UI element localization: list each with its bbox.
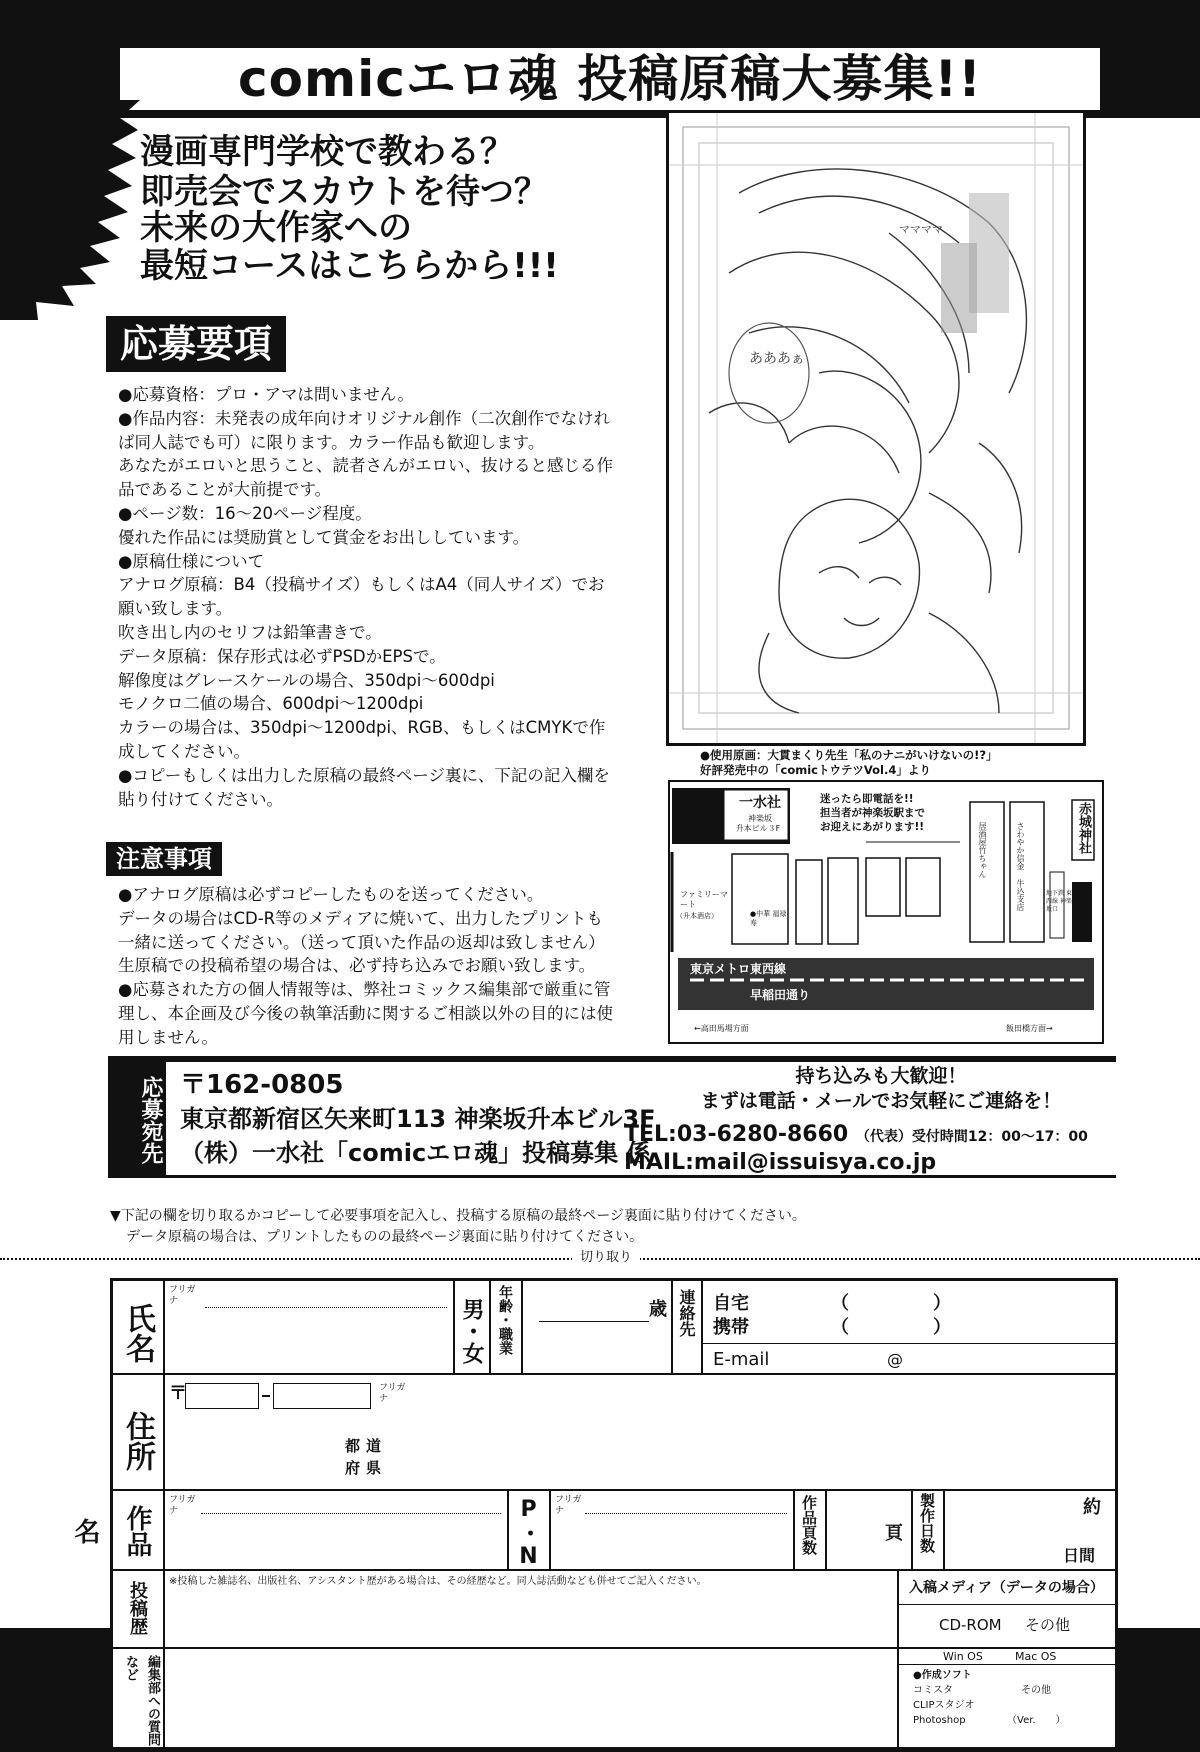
days-label: 製作日数	[913, 1491, 945, 1571]
history-note: ※投稿した雑誌名、出版社名、アシスタント歴がある場合は、その経歴など。同人誌活動なども併せてご記入ください。	[169, 1576, 707, 1587]
media-field[interactable]	[899, 1571, 1115, 1649]
pages-label: 作品頁数	[795, 1491, 827, 1571]
map-company: 一水社	[739, 795, 781, 811]
software-other[interactable]: その他	[1021, 1685, 1051, 1696]
os-mac[interactable]: Mac OS	[1015, 1650, 1057, 1663]
address-label-form: 住所	[113, 1375, 165, 1491]
requirements-line: ば同人誌でも可）に限ります。カラー作品も歓迎します。	[118, 432, 545, 452]
mobile-phone-paren-close: ）	[933, 1317, 951, 1338]
map-metro-line: 東京メトロ東西線	[690, 962, 787, 976]
requirements-line: ●コピーもしくは出力した原稿の最終ページ裏に、下記の記入欄を	[118, 765, 610, 785]
sketch-caption-line-1: ●使用原画：大貫まくり先生「私のナニがいけないの!?」	[700, 748, 998, 762]
map-call-line: 迷ったら即電話を!!	[820, 793, 914, 805]
sketch-caption	[700, 748, 1080, 778]
sketch-speech-2: ママママ	[899, 223, 943, 236]
address-postal: 〒162-0805	[180, 1070, 344, 1100]
postal-box-2[interactable]	[273, 1383, 371, 1409]
requirements-line: 成してください。	[118, 741, 250, 761]
software-comicstudio[interactable]: コミスタ	[913, 1685, 953, 1696]
cut-instruction-line-1: ▼下記の欄を切り取るかコピーして必要事項を記入し、投稿する原稿の最終ページ裏面に貼り付けてください。	[110, 1208, 806, 1224]
pn-furigana-label: フリガナ	[555, 1495, 582, 1516]
requirements-line: アナログ原稿：B4（投稿サイズ）もしくはA4（同人サイズ）でお	[118, 575, 605, 595]
age-unit: 歳	[649, 1299, 667, 1320]
requirements-line: 解像度はグレースケールの場合、350dpi〜600dpi	[118, 670, 495, 690]
requirements-line: ●原稿仕様について	[118, 551, 265, 571]
map-chinese-restaurant: ●中華 福禄寿	[750, 910, 787, 927]
name-furigana-label: フリガナ	[169, 1285, 196, 1306]
os-win[interactable]: Win OS	[943, 1650, 983, 1663]
map-company-sub-2: 升本ビル３F	[735, 824, 781, 833]
notes-line: ●アナログ原稿は必ずコピーしたものを送ってください。	[118, 885, 544, 904]
pen-name-label: P・N	[509, 1491, 551, 1571]
media-other[interactable]: その他	[1025, 1616, 1071, 1634]
sketch-speech-1: あああぁ	[749, 351, 805, 367]
map-right-direction: 飯田橋方面→	[1006, 1024, 1053, 1033]
name-label: 氏名	[113, 1281, 165, 1375]
map-shrine: 赤城神社	[1076, 802, 1091, 854]
history-field[interactable]	[165, 1571, 899, 1649]
requirements-line: 吹き出し内のセリフは鉛筆書きで。	[118, 622, 382, 642]
pages-field[interactable]	[827, 1491, 913, 1571]
map-call-line: お迎えにあがります!!	[820, 821, 925, 833]
requirements-line: ●作品内容：未発表の成年向けオリジナル創作（二次創作でなけれ	[118, 408, 611, 428]
contact-label: 連絡先	[673, 1281, 703, 1375]
notes-line: データの場合はCD-R等のメディアに焼いて、出力したプリントも	[118, 908, 603, 928]
software-field[interactable]	[899, 1649, 1115, 1752]
map-street: 早稲田通り	[750, 988, 811, 1002]
notes-line: 一緒に送ってください。（送って頂いた作品の返却は致しません）	[118, 932, 605, 952]
banner-title: comicエロ魂 投稿原稿大募集!!	[238, 50, 982, 108]
entry-form	[70, 1278, 1118, 1750]
sketch-illustration	[669, 113, 1083, 743]
contact-mail: MAIL:mail@issuisya.co.jp	[624, 1150, 937, 1175]
map-family-mart-sub: （升本酒店）	[676, 912, 718, 920]
cut-instructions	[110, 1206, 1100, 1248]
intro-line-4: 最短コースはこちらから!!!	[140, 246, 559, 286]
home-phone-paren-close: ）	[933, 1293, 951, 1314]
tel-note: （代表）受付時間12：00〜17：00	[855, 1129, 1088, 1145]
welcome-line-2: まずは電話・メールでお気軽にご連絡を！	[700, 1090, 1062, 1112]
requirements-line: データ原稿：保存形式は必ずPSDかEPSで。	[118, 646, 446, 666]
address-fuken: 府県	[345, 1459, 388, 1477]
work-name-label: 作品名	[113, 1491, 165, 1571]
notes-line: 生原稿での投稿希望の場合は、必ず持ち込みでお願い致します。	[118, 956, 596, 976]
work-furigana-label: フリガナ	[169, 1495, 196, 1516]
name-field[interactable]	[165, 1281, 455, 1375]
requirements-line: 貼り付けてください。	[118, 789, 283, 809]
notes-line: ●応募された方の個人情報等は、弊社コミックス編集部で厳重に管	[118, 980, 611, 1000]
address-line-1: 東京都新宿区矢来町113 神楽坂升本ビル3F	[180, 1105, 656, 1133]
name-furigana-line	[205, 1307, 447, 1308]
notes-heading: 注意事項	[106, 842, 222, 876]
questions-label: 編集部への質問など	[113, 1649, 165, 1752]
age-job-field[interactable]	[523, 1281, 673, 1375]
map-station-exit: 地下鉄 東西線 神楽坂口	[1046, 890, 1072, 913]
days-approx: 約	[1083, 1497, 1101, 1518]
sketch-caption-line-2: 好評発売中の「comicトウテツVol.4」より	[700, 763, 931, 777]
intro-line-2: 即売会でスカウトを待つ？	[140, 172, 548, 212]
software-clip[interactable]: CLIPスタジオ	[913, 1700, 975, 1711]
requirements-line: あなたがエロいと思うこと、読者さんがエロい、抜けると感じる作	[118, 456, 613, 476]
postal-mark: 〒	[169, 1383, 187, 1404]
sample-sketch	[666, 110, 1086, 746]
work-furigana-line	[201, 1513, 501, 1514]
map-left-direction: ←高田馬場方面	[694, 1024, 749, 1033]
address-todo: 都道	[345, 1437, 388, 1455]
postal-box-1[interactable]	[185, 1383, 259, 1409]
map-call-line: 担当者が神楽坂駅まで	[820, 807, 925, 819]
requirements-line: ●ページ数：16〜20ページ程度。	[118, 503, 372, 523]
mobile-phone-label: 携帯	[713, 1317, 749, 1338]
questions-field[interactable]	[165, 1649, 899, 1752]
welcome-line-1: 持ち込みも大歓迎！	[795, 1065, 967, 1087]
age-line	[539, 1321, 649, 1322]
access-map	[668, 780, 1104, 1044]
requirements-line: 優れた作品には奨励賞として賞金をお出ししています。	[118, 527, 530, 547]
notes-list	[118, 883, 648, 1050]
pn-furigana-line	[585, 1513, 787, 1514]
notes-line: 理し、本企画及び今後の執筆活動に関するご相談以外の目的には使	[118, 1003, 613, 1023]
map-family-mart: ファミリーマート	[680, 890, 728, 909]
pen-name-field[interactable]	[551, 1491, 795, 1571]
notes-line: 用しません。	[118, 1027, 218, 1047]
gender-field[interactable]: 男・女	[455, 1281, 491, 1375]
burst-graphic	[0, 100, 140, 320]
postal-dash	[262, 1395, 270, 1397]
home-phone-paren-open: （	[831, 1293, 849, 1314]
software-heading: ●作成ソフト	[913, 1670, 972, 1681]
requirements-heading: 応募要項	[106, 316, 286, 372]
home-phone-label: 自宅	[713, 1293, 749, 1314]
software-version[interactable]: （Ver. ）	[1007, 1715, 1066, 1726]
requirements-line: カラーの場合は、350dpi〜1200dpi、RGB、もしくはCMYKで作	[118, 718, 606, 738]
address-label: 応募宛先	[138, 1076, 163, 1164]
map-sawayaka-bank: さわやか信金 牛込支店	[1016, 822, 1025, 911]
days-field[interactable]	[945, 1491, 1115, 1571]
intro-line-1: 漫画専門学校で教わる？	[140, 132, 514, 172]
software-photoshop[interactable]: Photoshop	[913, 1715, 966, 1726]
mobile-phone-paren-open: （	[831, 1317, 849, 1338]
os-row	[899, 1649, 1115, 1665]
days-unit: 日間	[1063, 1546, 1096, 1565]
email-label: E-mail	[713, 1349, 770, 1370]
intro-line-3: 未来の大作家への	[140, 208, 412, 248]
contact-field[interactable]	[703, 1281, 1115, 1375]
work-name-field[interactable]	[165, 1491, 509, 1571]
age-job-label: 年齢・職業	[491, 1281, 523, 1375]
email-at: @	[887, 1350, 903, 1369]
address-furigana-label: フリガナ	[379, 1383, 406, 1404]
map-izakaya: 居酒屋竹ちゃん	[978, 822, 987, 878]
requirements-line: ●応募資格：プロ・アマは問いません。	[118, 385, 414, 404]
address-field[interactable]	[165, 1375, 1115, 1491]
address-line-2: （株）一水社「comicエロ魂」投稿募集 係	[180, 1139, 651, 1167]
contact-divider	[703, 1343, 1115, 1344]
map-call-note	[820, 792, 970, 834]
pages-unit: 頁	[885, 1523, 903, 1544]
requirements-line: モノクロ二値の場合、600dpi〜1200dpi	[118, 694, 424, 714]
cut-instruction-line-2: データ原稿の場合は、プリントしたものの最終ページ裏面に貼り付けてください。	[126, 1229, 644, 1245]
media-cdrom[interactable]: CD-ROM	[939, 1616, 1002, 1634]
requirements-line: 願い致します。	[118, 599, 233, 619]
cut-label: 切り取り	[572, 1250, 640, 1266]
requirements-list	[118, 383, 648, 811]
requirements-line: 品であることが大前提です。	[118, 480, 332, 500]
tel-number: TEL:03-6280-8660	[624, 1122, 849, 1147]
welcome-message	[686, 1064, 1076, 1118]
history-label: 投稿歴	[113, 1571, 165, 1649]
map-company-sub-1: 神楽坂	[748, 814, 772, 823]
media-title: 入稿メディア（データの場合）	[899, 1571, 1115, 1605]
